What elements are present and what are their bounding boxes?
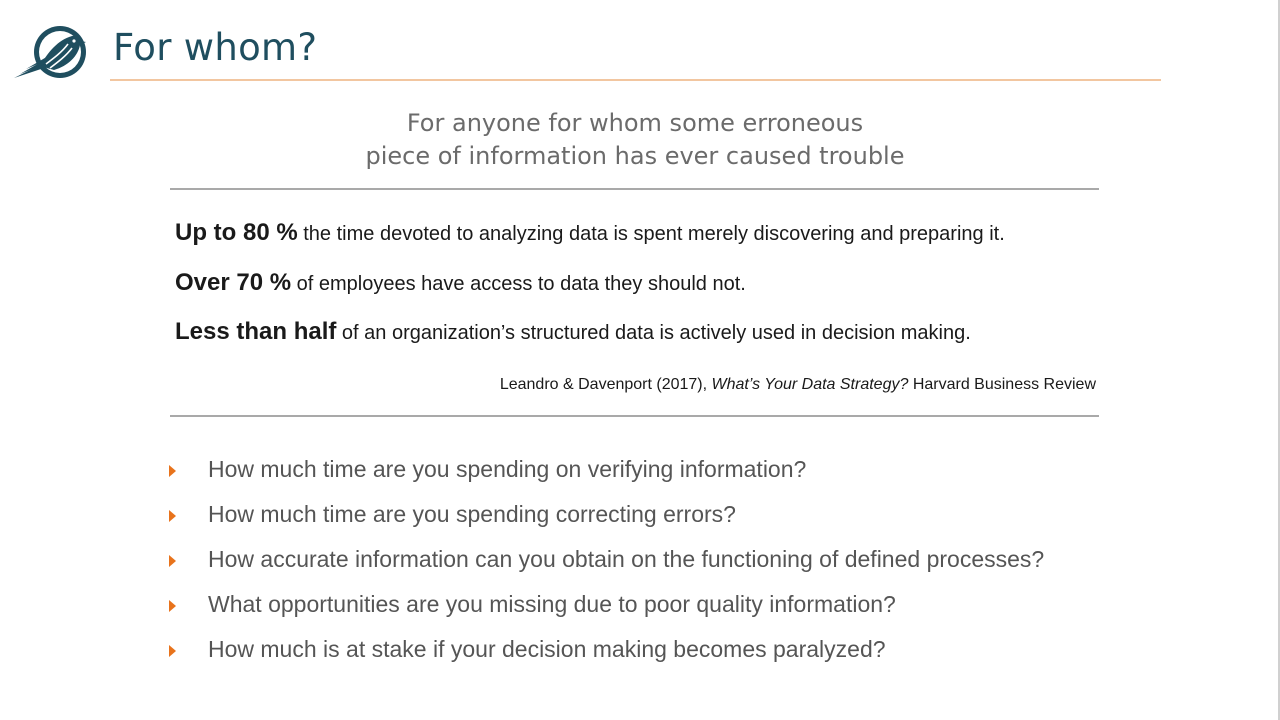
triangle-bullet-icon	[169, 465, 176, 477]
triangle-bullet-icon	[169, 600, 176, 612]
subtitle	[270, 107, 1000, 173]
citation-publisher: Harvard Business Review	[908, 376, 1096, 393]
triangle-bullet-icon	[169, 555, 176, 567]
stat-line	[175, 219, 1005, 247]
stat-text: the time devoted to analyzing data is spent merely discovering and preparing it.	[297, 223, 1005, 245]
stats-top-divider	[170, 188, 1099, 190]
question-text: What opportunities are you missing due to poor quality information?	[208, 591, 896, 617]
question-text: How much is at stake if your decision making becomes paralyzed?	[208, 636, 886, 662]
stats-bottom-divider	[170, 415, 1099, 417]
page-title: For whom?	[113, 26, 318, 69]
subtitle-line: For anyone for whom some erroneous	[406, 109, 864, 137]
stat-highlight: Up to 80 %	[175, 219, 298, 246]
stat-line	[175, 269, 746, 297]
citation-work: What’s Your Data Strategy?	[711, 376, 909, 393]
stat-text: of an organization’s structured data is actively used in decision making.	[336, 322, 971, 344]
title-divider	[110, 79, 1161, 81]
stat-highlight: Over 70 %	[175, 269, 292, 296]
citation	[500, 376, 1096, 394]
stat-highlight: Less than half	[175, 318, 337, 345]
question-text: How accurate information can you obtain on the functioning of defined processes?	[208, 546, 1045, 572]
triangle-bullet-icon	[169, 645, 176, 657]
triangle-bullet-icon	[169, 510, 176, 522]
subtitle-line: piece of information has ever caused trouble	[365, 142, 905, 170]
question-text: How much time are you spending on verifying information?	[208, 456, 807, 482]
question-text: How much time are you spending correcting errors?	[208, 501, 736, 527]
stat-text: of employees have access to data they should not.	[291, 273, 746, 295]
raven-logo-icon	[10, 22, 88, 82]
stat-line	[175, 318, 971, 346]
citation-authors: Leandro & Davenport (2017),	[499, 376, 712, 393]
